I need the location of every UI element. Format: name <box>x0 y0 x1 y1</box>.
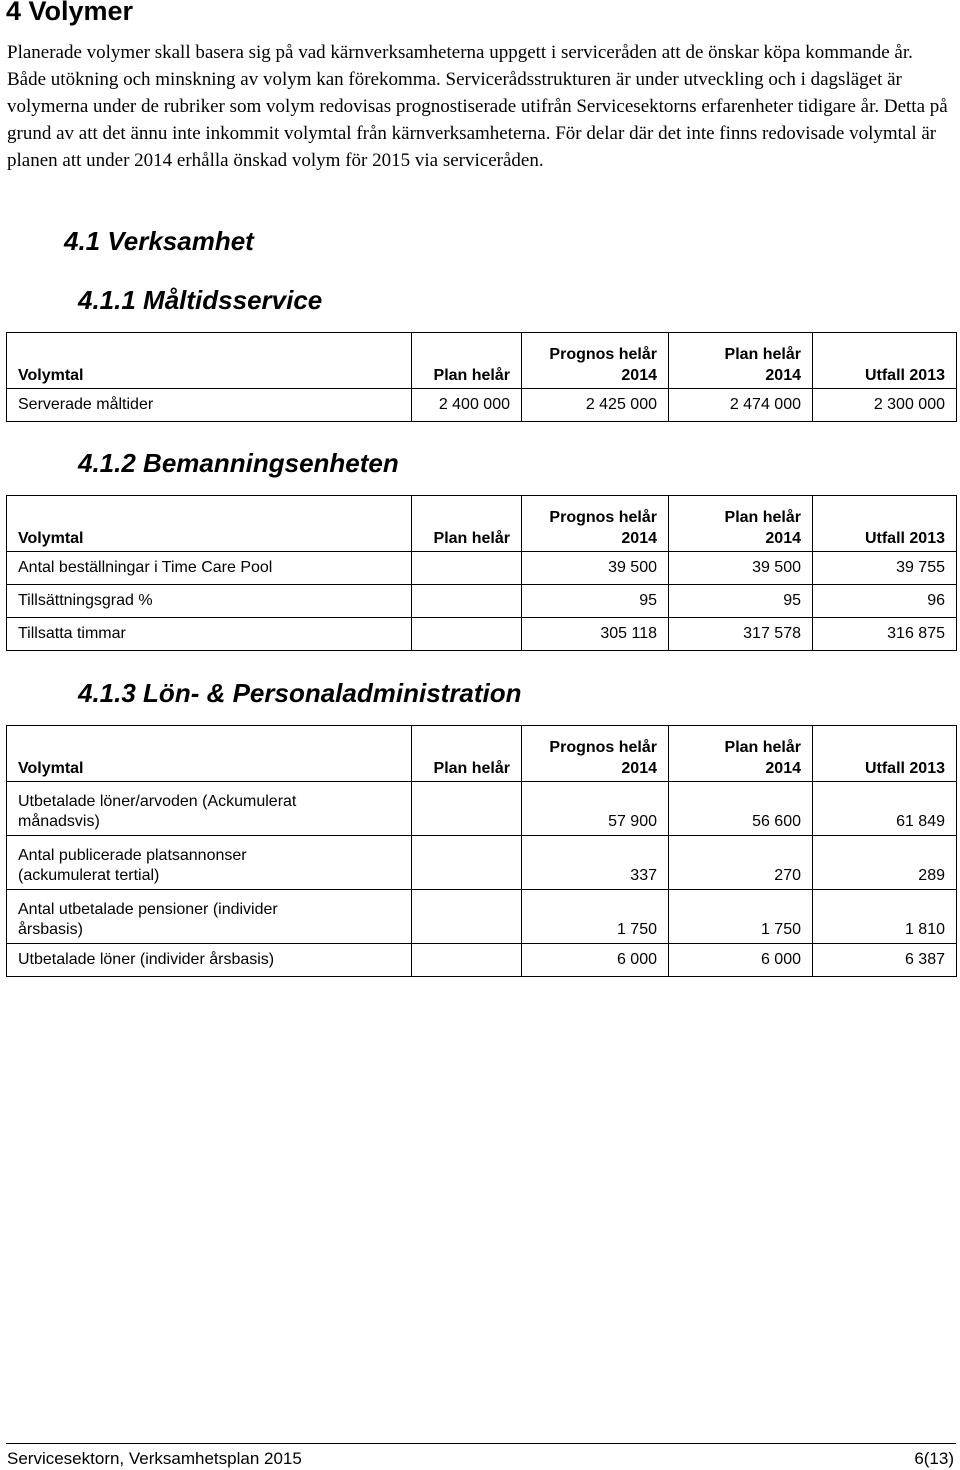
table-row <box>7 944 957 977</box>
table-row <box>7 890 957 944</box>
volume-table-bemanningsenheten <box>6 495 957 651</box>
header-prognos-2014: Prognos helår 2014 <box>522 496 669 552</box>
cell-plan-2014: 6 000 <box>669 944 813 977</box>
cell-plan-2014: 2 474 000 <box>669 389 813 422</box>
header-volymtal: Volymtal <box>7 496 412 552</box>
header-volymtal: Volymtal <box>7 726 412 782</box>
header-plan-helar: Plan helår <box>412 333 522 389</box>
cell-utfall-2013: 6 387 <box>813 944 957 977</box>
table-header-row <box>7 496 957 552</box>
header-plan-helar: Plan helår <box>412 496 522 552</box>
header-utfall-2013: Utfall 2013 <box>813 496 957 552</box>
table-row <box>7 389 957 422</box>
header-plan-2014: Plan helår 2014 <box>669 496 813 552</box>
cell-plan-helar <box>412 944 522 977</box>
row-label: Antal beställningar i Time Care Pool <box>7 552 412 585</box>
row-label: Antal publicerade platsannonser (ackumulerat tertial) <box>7 836 412 890</box>
cell-plan-helar <box>412 890 522 944</box>
subsection-heading-maltidsservice: 4.1.1 Måltidsservice <box>78 285 323 315</box>
header-prognos-2014: Prognos helår 2014 <box>522 333 669 389</box>
cell-plan-helar <box>412 836 522 890</box>
cell-plan-2014: 270 <box>669 836 813 890</box>
table-row <box>7 585 957 618</box>
row-label: Tillsättningsgrad % <box>7 585 412 618</box>
table-header-row <box>7 333 957 389</box>
cell-plan-helar <box>412 552 522 585</box>
row-label: Antal utbetalade pensioner (individer årsbasis) <box>7 890 412 944</box>
cell-prognos-2014: 39 500 <box>522 552 669 585</box>
subsection-heading-bemanningsenheten: 4.1.2 Bemanningsenheten <box>78 448 399 478</box>
cell-utfall-2013: 1 810 <box>813 890 957 944</box>
cell-utfall-2013: 316 875 <box>813 618 957 651</box>
cell-plan-2014: 39 500 <box>669 552 813 585</box>
intro-paragraph: Planerade volymer skall basera sig på vad kärnverksamheterna uppgett i serviceråden att de önskar köpa kommande år. Både utökning och minskning av volym kan förekomma. Servicerådsstrukturen är under utveckling och i dagsläget är volymerna under de rubriker som volym redovisas prognostiserade utifrån Servicesektorns erfarenheter tidigare år. Detta på grund av att det ännu inte inkommit volymtal från kärnverksamheterna. För delar där det inte finns redovisade volymtal är planen att under 2014 erhålla önskad volym för 2015 via serviceråden. <box>7 42 948 171</box>
cell-plan-2014: 95 <box>669 585 813 618</box>
cell-prognos-2014: 6 000 <box>522 944 669 977</box>
header-volymtal: Volymtal <box>7 333 412 389</box>
footer-document-title: Servicesektorn, Verksamhetsplan 2015 <box>7 1449 302 1468</box>
cell-plan-helar <box>412 782 522 836</box>
table-row <box>7 552 957 585</box>
cell-prognos-2014: 305 118 <box>522 618 669 651</box>
header-prognos-2014: Prognos helår 2014 <box>522 726 669 782</box>
cell-utfall-2013: 96 <box>813 585 957 618</box>
header-plan-2014: Plan helår 2014 <box>669 726 813 782</box>
cell-plan-helar <box>412 618 522 651</box>
cell-prognos-2014: 57 900 <box>522 782 669 836</box>
cell-plan-2014: 56 600 <box>669 782 813 836</box>
row-label: Tillsatta timmar <box>7 618 412 651</box>
cell-utfall-2013: 61 849 <box>813 782 957 836</box>
cell-prognos-2014: 337 <box>522 836 669 890</box>
cell-prognos-2014: 95 <box>522 585 669 618</box>
cell-plan-2014: 1 750 <box>669 890 813 944</box>
cell-prognos-2014: 2 425 000 <box>522 389 669 422</box>
cell-prognos-2014: 1 750 <box>522 890 669 944</box>
cell-plan-helar <box>412 585 522 618</box>
subsection-heading-lon-personaladministration: 4.1.3 Lön- & Personaladministration <box>78 678 522 708</box>
header-utfall-2013: Utfall 2013 <box>813 726 957 782</box>
cell-utfall-2013: 289 <box>813 836 957 890</box>
page-heading: 4 Volymer <box>6 0 134 26</box>
table-row <box>7 618 957 651</box>
footer-page-number: 6(13) <box>914 1449 954 1468</box>
section-heading: 4.1 Verksamhet <box>64 226 254 256</box>
table-row <box>7 836 957 890</box>
row-label: Utbetalade löner (individer årsbasis) <box>7 944 412 977</box>
cell-plan-2014: 317 578 <box>669 618 813 651</box>
volume-table-lon-personaladministration <box>6 725 957 977</box>
cell-plan-helar: 2 400 000 <box>412 389 522 422</box>
header-utfall-2013: Utfall 2013 <box>813 333 957 389</box>
footer-divider <box>6 1443 956 1444</box>
table-header-row <box>7 726 957 782</box>
volume-table-maltidsservice <box>6 332 957 422</box>
header-plan-helar: Plan helår <box>412 726 522 782</box>
table-row <box>7 782 957 836</box>
header-plan-2014: Plan helår 2014 <box>669 333 813 389</box>
row-label: Serverade måltider <box>7 389 412 422</box>
row-label: Utbetalade löner/arvoden (Ackumulerat månadsvis) <box>7 782 412 836</box>
cell-utfall-2013: 2 300 000 <box>813 389 957 422</box>
cell-utfall-2013: 39 755 <box>813 552 957 585</box>
